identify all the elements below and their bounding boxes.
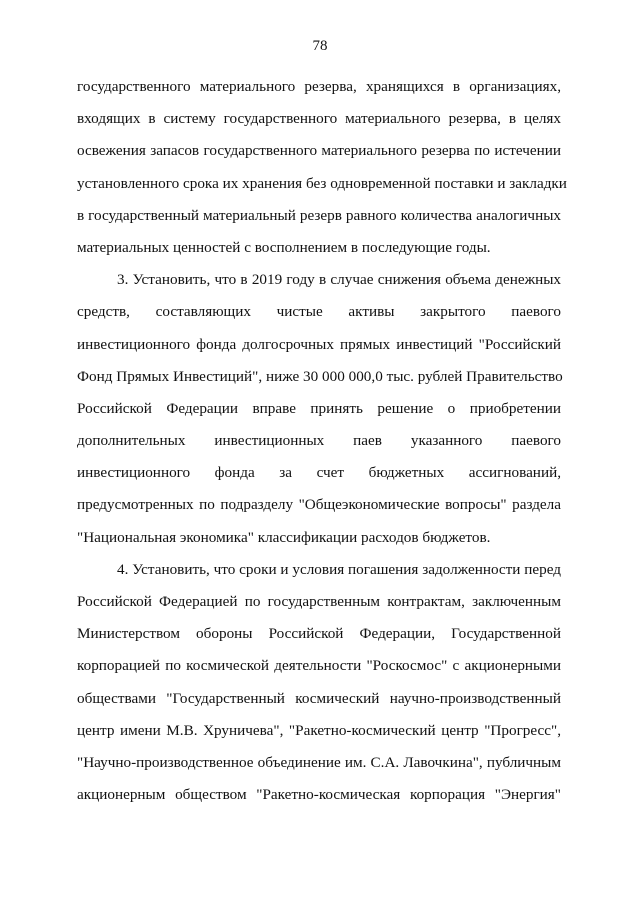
text-line: Министерством обороны Российской Федерации, Государственной xyxy=(77,625,561,643)
document-body xyxy=(77,71,567,811)
text-line: инвестиционного фонда долгосрочных прямых инвестиций "Российский xyxy=(77,335,561,353)
text-line: материальных ценностей с восполнением в последующие годы. xyxy=(77,238,491,256)
text-line: 4. Установить, что сроки и условия погашения задолженности перед xyxy=(117,560,561,578)
text-line: корпорацией по космической деятельности "Роскосмос" с акционерными xyxy=(77,657,561,675)
text-line: "Научно-производственное объединение им. С.А. Лавочкина", публичным xyxy=(77,753,561,771)
text-line: 3. Установить, что в 2019 году в случае снижения объема денежных xyxy=(117,271,561,289)
paragraph-1 xyxy=(77,71,567,264)
text-line: акционерным обществом "Ракетно-космическая корпорация "Энергия" xyxy=(77,786,561,804)
text-line: в государственный материальный резерв равного количества аналогичных xyxy=(77,206,561,224)
text-line: Российской Федерацией по государственным контрактам, заключенным xyxy=(77,593,561,610)
text-line: Российской Федерации вправе принять решение о приобретении xyxy=(77,399,561,417)
text-line: освежения запасов государственного материального резерва по истечении xyxy=(77,142,561,160)
text-line: дополнительных инвестиционных паев указанного паевого xyxy=(77,432,561,450)
text-line: установленного срока их хранения без одновременной поставки и закладки xyxy=(77,174,567,192)
text-line: "Национальная экономика" классификации расходов бюджетов. xyxy=(77,528,491,546)
text-line: предусмотренных по подразделу "Общеэкономические вопросы" раздела xyxy=(77,496,561,514)
text-line: центр имени М.В. Хруничева", "Ракетно-космический центр "Прогресс", xyxy=(77,721,561,739)
text-line: входящих в систему государственного материального резерва, в целях xyxy=(77,110,561,128)
text-line: инвестиционного фонда за счет бюджетных ассигнований, xyxy=(77,464,561,482)
paragraph-2 xyxy=(77,264,561,554)
page-number: 78 xyxy=(312,38,328,54)
paragraph-3 xyxy=(77,554,561,812)
text-line: государственного материального резерва, хранящихся в организациях, xyxy=(77,78,561,95)
text-line: Фонд Прямых Инвестиций", ниже 30 000 000,0 тыс. рублей Правительство xyxy=(77,367,563,385)
text-line: средств, составляющих чистые активы закрытого паевого xyxy=(77,303,561,321)
text-line: обществами "Государственный космический научно-производственный xyxy=(77,689,561,707)
